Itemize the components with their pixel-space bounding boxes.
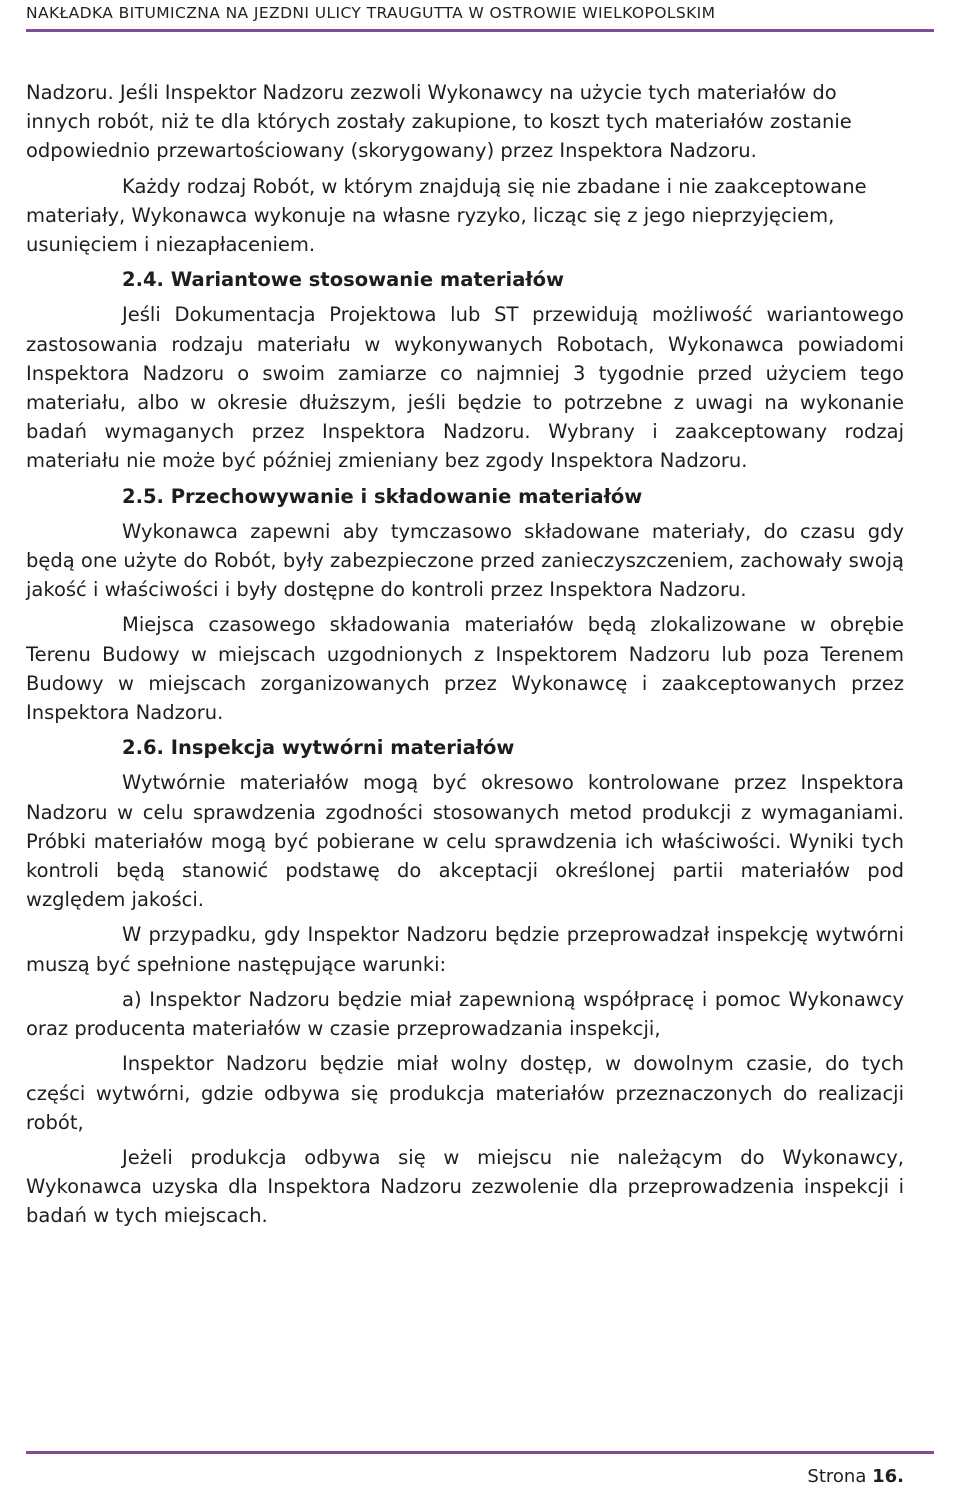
paragraph-condition-a: a) Inspektor Nadzoru będzie miał zapewnioną współpracę i pomoc Wykonawcy oraz producenta materiałów w czasie przeprowadzania inspekcji,: [26, 987, 904, 1041]
page-label: Strona: [807, 1466, 867, 1487]
paragraph-condition-access: Inspektor Nadzoru będzie miał wolny dostęp, w dowolnym czasie, do tych części wytwórni, gdzie odbywa się produkcja materiałów przeznaczonych do realizacji robót,: [26, 1052, 904, 1134]
paragraph-plant-inspection: Wytwórnie materiałów mogą być okresowo kontrolowane przez Inspektora Nadzoru w celu sprawdzenia zgodności stosowanych metod produkcji z wymaganiami. Próbki materiałów mogą być pobierane w celu sprawdzenia ich właściwości. Wyniki tych kontroli będą stanowić podstawę do akceptacji określonej partii materiałów pod względem jakości.: [26, 771, 904, 912]
paragraph-storage-protection: Wykonawca zapewni aby tymczasowo składowane materiały, do czasu gdy będą one użyte do Robót, były zabezpieczone przed zanieczyszczeniem, zachowały swoją jakość i właściwości i były dostępne do kontroli przez Inspektora Nadzoru.: [26, 519, 905, 602]
paragraph-inspection-conditions: W przypadku, gdy Inspektor Nadzoru będzie przeprowadzał inspekcję wytwórni muszą być spełnione następujące warunki:: [26, 923, 904, 976]
header-divider: [26, 29, 934, 32]
section-heading-2-6: 2.6. Inspekcja wytwórni materiałów: [122, 736, 515, 760]
page-body: [26, 78, 904, 1237]
page-number-value: 16.: [872, 1466, 904, 1487]
paragraph-variant-materials: Jeśli Dokumentacja Projektowa lub ST przewidują możliwość wariantowego zastosowania rodzaju materiału w wykonywanych Robotach, Wykonawca powiadomi Inspektora Nadzoru o swoim zamiarze co najmniej 3 tygodnie przed użyciem tego materiału, albo w okresie dłuższym, jeśli będzie to potrzebne z uwagi na wykonanie badań wymaganych przez Inspektora Nadzoru. Wybrany i zaakceptowany rodzaj materiału nie może być później zmieniany bez zgody Inspektora Nadzoru.: [26, 303, 904, 473]
running-header: NAKŁADKA BITUMICZNA NA JEZDNI ULICY TRAUGUTTA W OSTROWIE WIELKOPOLSKIM: [26, 4, 716, 22]
page-number: [807, 1464, 904, 1490]
paragraph-unapproved-materials: Każdy rodzaj Robót, w którym znajdują się nie zbadane i nie zaakceptowane materiały, Wykonawca wykonuje na własne ryzyko, licząc się z jego nieprzyjęciem, usunięciem i niezapłaceniem.: [26, 174, 867, 257]
section-heading-2-4: 2.4. Wariantowe stosowanie materiałów: [122, 268, 565, 292]
footer-divider: [26, 1451, 934, 1454]
section-heading-2-5: 2.5. Przechowywanie i składowanie materiałów: [122, 484, 643, 508]
paragraph-condition-permit: Jeżeli produkcja odbywa się w miejscu nie należącym do Wykonawcy, Wykonawca uzyska dla Inspektora Nadzoru zezwolenie dla przeprowadzenia inspekcji i badań w tych miejscach.: [26, 1145, 904, 1228]
paragraph-materials-cost: Nadzoru. Jeśli Inspektor Nadzoru zezwoli Wykonawcy na użycie tych materiałów do innych robót, niż te dla których zostały zakupione, to koszt tych materiałów zostanie odpowiednio przewartościowany (skorygowany) przez Inspektora Nadzoru.: [26, 81, 852, 163]
paragraph-storage-locations: Miejsca czasowego składowania materiałów będą zlokalizowane w obrębie Terenu Budowy w miejscach uzgodnionych z Inspektorem Nadzoru lub poza Terenem Budowy w miejscach zorganizowanych przez Wykonawcę i zaakceptowanych przez Inspektora Nadzoru.: [26, 613, 904, 725]
